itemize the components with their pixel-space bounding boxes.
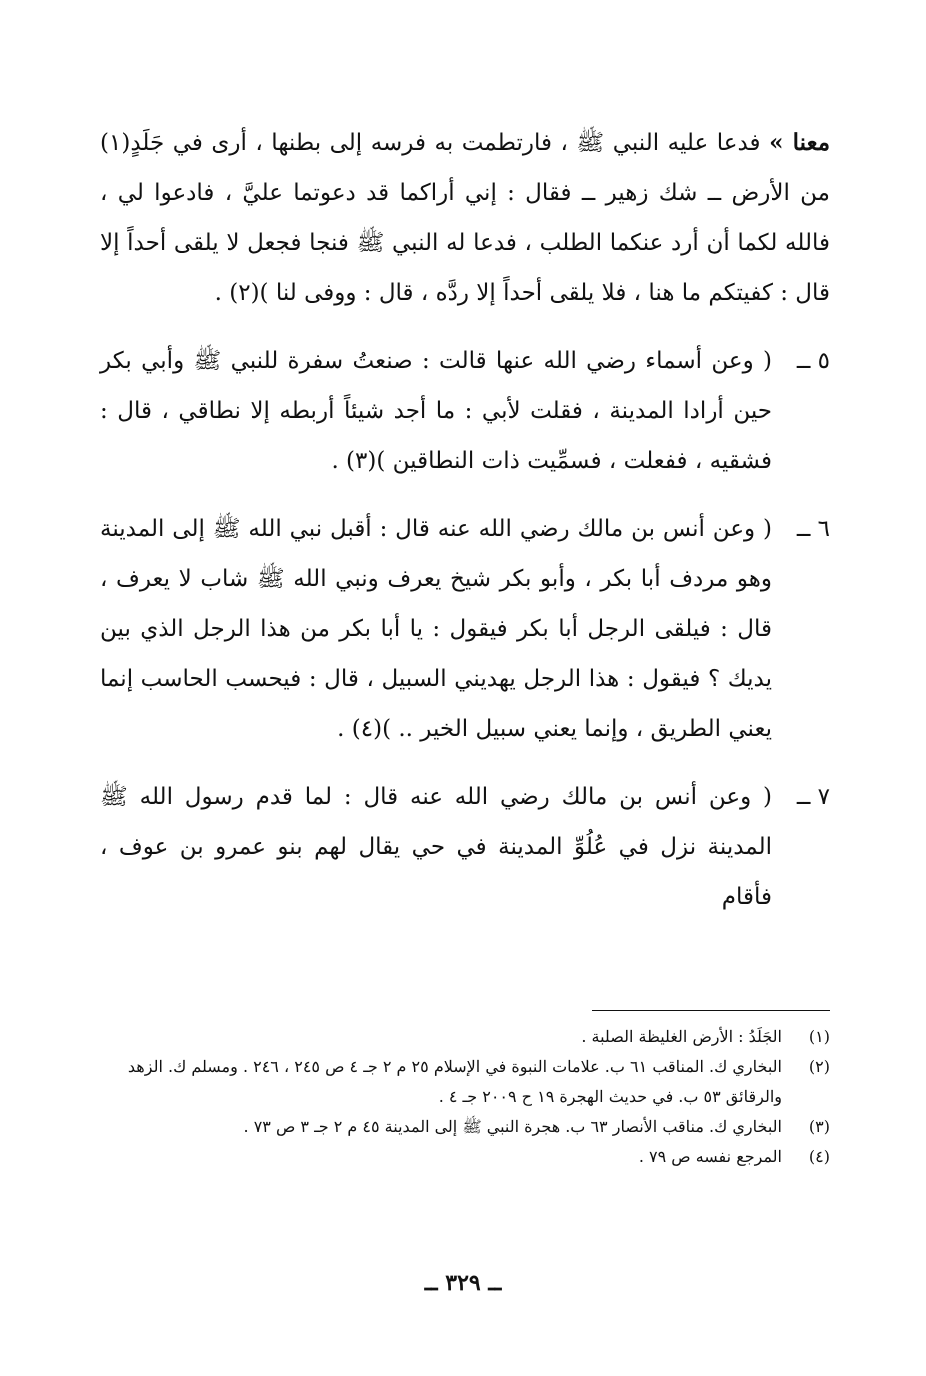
- paragraph-7: [100, 772, 830, 922]
- footnote-number: (٤): [808, 1147, 830, 1166]
- paragraph-number: ٥ ــ: [796, 348, 830, 374]
- paragraph-text: ( وعن أسماء رضي الله عنها قالت : صنعتُ سفرة للنبي ﷺ وأبي بكر حين أرادا المدينة ، فقلت لأبي : ما أجد شيئاً أربطه إلا نطاقي ، قال : فشقيه ، ففعلت ، فسمِّيت ذات النطاقين )(٣) .: [100, 348, 772, 474]
- footnote-number: (٣): [808, 1117, 830, 1136]
- footnote-text: البخاري ك. المناقب ٦١ ب. علامات النبوة في الإسلام ٢٥ م ٢ جـ ٤ ص ٢٤٥ ، ٢٤٦ . ومسلم ك. الزهد والرقائق ٥٣ ب. في حديث الهجرة ١٩ ح ٢٠٠٩ جـ ٤ .: [127, 1057, 782, 1106]
- paragraph-text: ( وعن أنس بن مالك رضي الله عنه قال : أقبل نبي الله ﷺ إلى المدينة وهو مردف أبا بكر ، وأبو بكر شيخ يعرف ونبي الله ﷺ شاب لا يعرف ، قال : فيلقى الرجل أبا بكر فيقول : يا أبا بكر من هذا الرجل الذي بين يديك ؟ فيقول : هذا الرجل يهديني السبيل ، قال : فيحسب الحاسب إنما يعني الطريق ، وإنما يعني سبيل الخير .. )(٤) .: [100, 516, 772, 742]
- footnote-divider: [592, 1010, 830, 1011]
- paragraph-6: [100, 504, 830, 754]
- paragraph-5: [100, 336, 830, 486]
- footnote-1: [100, 1022, 830, 1052]
- footnote-number: (٢): [808, 1057, 830, 1076]
- footnote-4: [100, 1142, 830, 1172]
- footnotes: [100, 1022, 830, 1172]
- paragraph-text: ( وعن أنس بن مالك رضي الله عنه قال : لما قدم رسول الله ﷺ المدينة نزل في عُلُوِّ المدينة في حي يقال لهم بنو عمرو بن عوف ، فأقام: [100, 784, 772, 910]
- footnote-text: الجَلَدُ : الأرض الغليظة الصلبة .: [581, 1027, 782, 1046]
- bold-lead: معنا »: [769, 129, 831, 156]
- footnote-2: [100, 1052, 830, 1112]
- footnote-3: [100, 1112, 830, 1142]
- body-text: [100, 118, 830, 940]
- paragraph-number: ٧ ــ: [796, 784, 830, 810]
- paragraph-text: فدعا عليه النبي ﷺ ، فارتطمت به فرسه إلى بطنها ، أرى في جَلَدٍ(١) من الأرض ــ شك زهير ــ فقال : إني أراكما قد دعوتما عليَّ ، فادعوا لي ، فالله لكما أن أرد عنكما الطلب ، فدعا له النبي ﷺ فنجا فجعل لا يلقى أحداً إلا قال : كفيتكم ما هنا ، فلا يلقى أحداً إلا ردَّه ، قال : ووفى لنا )(٢) .: [100, 130, 830, 306]
- footnote-text: المرجع نفسه ص ٧٩ .: [638, 1147, 782, 1166]
- paragraph-number: ٦ ــ: [796, 516, 830, 542]
- footnote-text: البخاري ك. مناقب الأنصار ٦٣ ب. هجرة النبي ﷺ إلى المدينة ٤٥ م ٢ جـ ٣ ص ٧٣ .: [243, 1117, 782, 1136]
- page-number: ــ ٣٢٩ ــ: [424, 1270, 502, 1296]
- footnote-number: (١): [808, 1027, 830, 1046]
- paragraph-continuation: [100, 118, 830, 318]
